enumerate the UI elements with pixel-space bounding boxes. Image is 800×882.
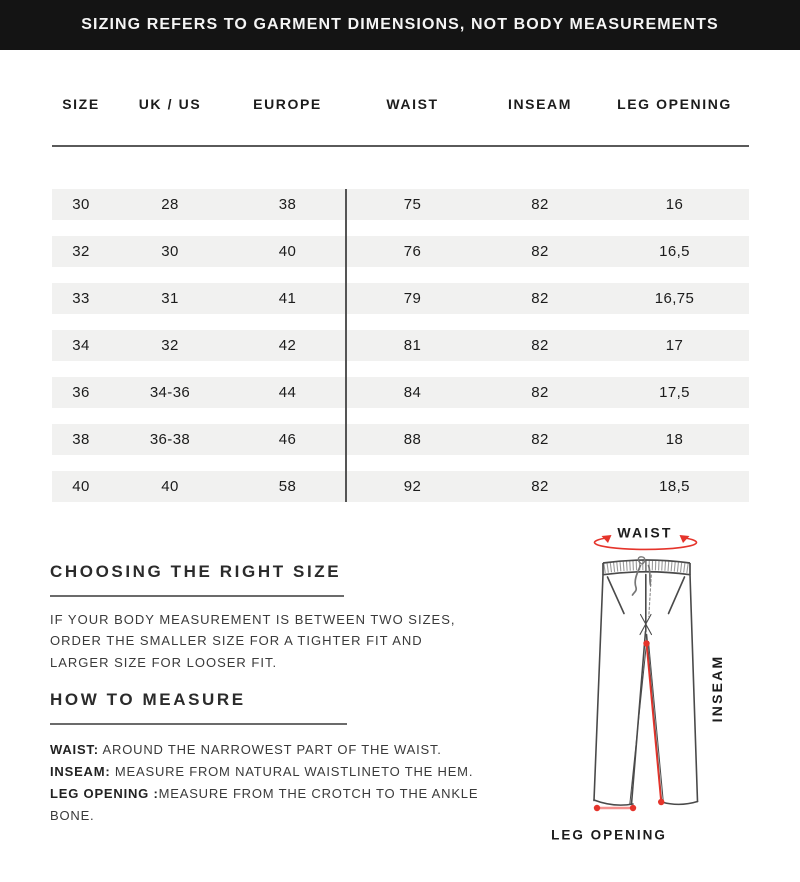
table-cell: 31 <box>161 290 179 307</box>
table-cell: 16,5 <box>659 243 690 260</box>
sizing-notice-banner <box>0 0 800 50</box>
measure-desc-leg-opening: MEASURE FROM THE CROTCH TO THE ANKLE BONE. <box>50 785 479 823</box>
table-cell: 82 <box>531 243 549 260</box>
table-cell: 92 <box>403 478 422 495</box>
choosing-size-section <box>50 562 520 673</box>
table-row <box>52 236 749 267</box>
choosing-size-underline <box>50 595 344 597</box>
choosing-size-text <box>50 609 520 674</box>
table-cell: 38 <box>72 431 90 448</box>
table-cell: 82 <box>531 290 549 307</box>
measure-label-leg-opening: LEG OPENING : <box>50 785 159 801</box>
table-cell: 88 <box>403 431 422 448</box>
table-cell: 34 <box>72 337 90 354</box>
table-row <box>52 330 749 361</box>
size-table-header <box>52 96 749 112</box>
table-cell: 76 <box>403 243 422 260</box>
table-cell: 16,75 <box>654 290 695 307</box>
table-row <box>52 283 749 314</box>
table-cell: 33 <box>72 290 90 307</box>
table-cell: 82 <box>531 478 549 495</box>
table-cell: 79 <box>403 290 422 307</box>
table-cell: 81 <box>403 337 422 354</box>
waistband <box>603 560 690 575</box>
table-row <box>52 424 749 455</box>
measure-line-leg-opening <box>50 783 520 827</box>
measure-line-inseam <box>50 761 520 783</box>
table-cell: 40 <box>278 243 297 260</box>
table-cell: 32 <box>161 337 179 354</box>
table-cell: 75 <box>403 196 422 213</box>
table-row <box>52 189 749 220</box>
inseam-diagram-label: INSEAM <box>709 654 725 723</box>
table-cell: 18 <box>665 431 684 448</box>
table-cell: 82 <box>531 384 549 401</box>
column-header-waist: WAIST <box>386 96 439 112</box>
drawstring <box>633 557 651 595</box>
table-cell: 58 <box>278 478 297 495</box>
table-cell: 30 <box>161 243 179 260</box>
column-header-size: SIZE <box>62 96 100 112</box>
table-cell: 17,5 <box>659 384 690 401</box>
table-cell: 82 <box>531 196 549 213</box>
table-cell: 32 <box>72 243 90 260</box>
choosing-size-title: CHOOSING THE RIGHT SIZE <box>50 562 342 581</box>
measure-desc-waist: AROUND THE NARROWEST PART OF THE WAIST. <box>98 741 442 757</box>
waist-diagram-label: WAIST <box>617 524 673 541</box>
table-cell: 38 <box>278 196 297 213</box>
how-to-measure-text <box>50 739 520 827</box>
choosing-size-line: IF YOUR BODY MEASUREMENT IS BETWEEN TWO SIZES, <box>50 611 456 627</box>
leg-opening-measure-line <box>594 805 636 811</box>
table-row <box>52 471 749 502</box>
table-cell: 42 <box>278 337 297 354</box>
column-header-uk-us: UK / US <box>138 96 202 112</box>
measure-label-inseam: INSEAM: <box>50 763 111 779</box>
column-header-leg-opening: LEG OPENING <box>617 96 732 112</box>
size-table-body <box>52 189 749 518</box>
sizing-notice-text: SIZING REFERS TO GARMENT DIMENSIONS, NOT BODY MEASUREMENTS <box>81 16 719 33</box>
table-cell: 18,5 <box>659 478 690 495</box>
header-divider-line <box>52 145 749 147</box>
table-cell: 36-38 <box>149 431 191 448</box>
pants-outline <box>594 575 698 806</box>
table-cell: 82 <box>531 431 549 448</box>
how-to-measure-section <box>50 690 520 827</box>
column-divider-line <box>345 189 347 502</box>
leg-opening-diagram-label: LEG OPENING <box>551 827 667 843</box>
table-cell: 46 <box>278 431 297 448</box>
choosing-size-line: LARGER SIZE FOR LOOSER FIT. <box>50 654 278 670</box>
column-header-inseam: INSEAM <box>507 96 573 112</box>
table-cell: 44 <box>278 384 297 401</box>
table-cell: 28 <box>161 196 179 213</box>
table-cell: 41 <box>278 290 297 307</box>
measure-desc-inseam: MEASURE FROM NATURAL WAISTLINETO THE HEM. <box>110 763 474 779</box>
how-to-measure-title: HOW TO MEASURE <box>50 690 246 709</box>
how-to-measure-underline <box>50 723 347 725</box>
measure-line-waist <box>50 739 520 761</box>
column-header-europe: EUROPE <box>253 96 322 112</box>
size-table <box>52 96 749 495</box>
table-cell: 16 <box>665 196 684 213</box>
table-cell: 40 <box>72 478 90 495</box>
table-cell: 84 <box>403 384 422 401</box>
table-cell: 34-36 <box>149 384 191 401</box>
pants-diagram <box>545 508 775 873</box>
measure-label-waist: WAIST: <box>50 741 99 757</box>
table-cell: 40 <box>161 478 179 495</box>
table-cell: 82 <box>531 337 549 354</box>
table-cell: 17 <box>665 337 684 354</box>
table-cell: 36 <box>72 384 90 401</box>
pants-diagram-svg <box>545 508 775 873</box>
table-cell: 30 <box>72 196 90 213</box>
choosing-size-line: ORDER THE SMALLER SIZE FOR A TIGHTER FIT AND <box>50 633 423 648</box>
table-row <box>52 377 749 408</box>
